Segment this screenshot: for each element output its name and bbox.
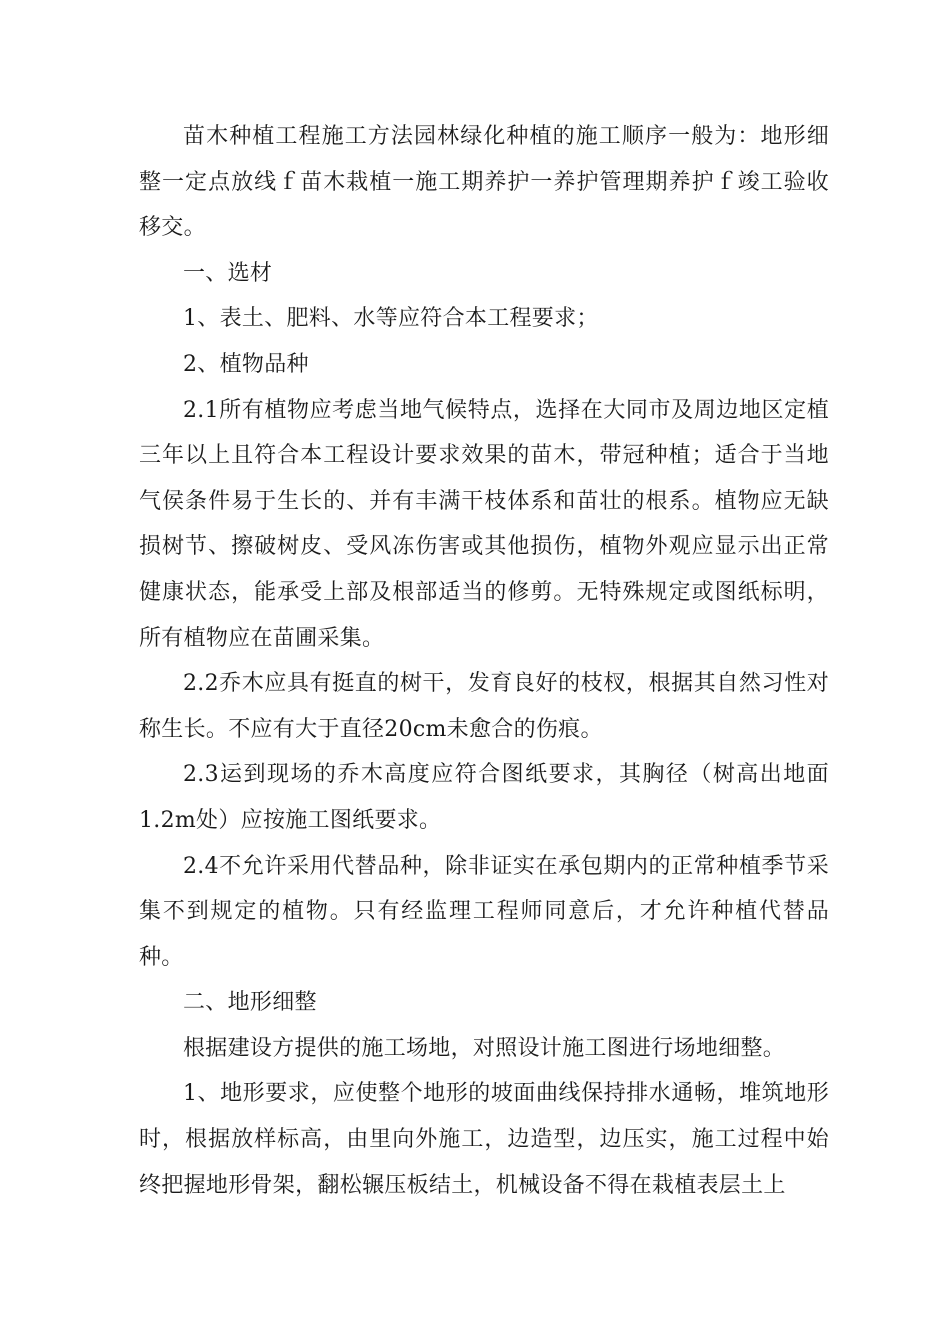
intro-paragraph: 苗木种植工程施工方法园林绿化种植的施工顺序一般为：地形细整一定点放线ｆ苗木栽植一施工期养护一养护管理期养护ｆ竣工验收移交。: [139, 124, 829, 241]
item-paragraph: 2.1所有植物应考虑当地气候特点，选择在大同市及周边地区定植三年以上且符合本工程设计要求效果的苗木，带冠种植；适合于当地气侯条件易于生长的、并有丰满干枝体系和苗壮的根系。植物应无缺损树节、擦破树皮、受风冻伤害或其他损伤，植物外观应显示出正常健康状态，能承受上部及根部适当的修剪。无特殊规定或图纸标明，所有植物应在苗圃采集。: [139, 397, 829, 651]
item-paragraph: 2.4不允许采用代替品种，除非证实在承包期内的正常种植季节采集不到规定的植物。只有经监理工程师同意后，才允许种植代替品种。: [139, 853, 829, 970]
item-paragraph: 1、表土、肥料、水等应符合本工程要求；: [183, 306, 599, 332]
body-paragraph: 根据建设方提供的施工场地，对照设计施工图进行场地细整。: [183, 1035, 786, 1061]
item-paragraph: 2.3运到现场的乔木高度应符合图纸要求，其胸径（树高出地面1.2m处）应按施工图纸要求。: [139, 762, 829, 833]
section-heading-terrain: 二、地形细整: [183, 990, 317, 1016]
document-body: [139, 114, 829, 1208]
item-paragraph: 2.2乔木应具有挺直的树干，发育良好的枝杈，根据其自然习性对称生长。不应有大于直径20cm未愈合的伤痕。: [139, 671, 829, 742]
section-heading-materials: 一、选材: [183, 260, 273, 286]
item-paragraph: 2、植物品种: [183, 351, 309, 377]
item-paragraph: 1、地形要求，应使整个地形的坡面曲线保持排水通畅，堆筑地形时，根据放样标高，由里向外施工，边造型，边压实，施工过程中始终把握地形骨架，翻松辗压板结土，机械设备不得在栽植表层土上: [139, 1081, 829, 1198]
